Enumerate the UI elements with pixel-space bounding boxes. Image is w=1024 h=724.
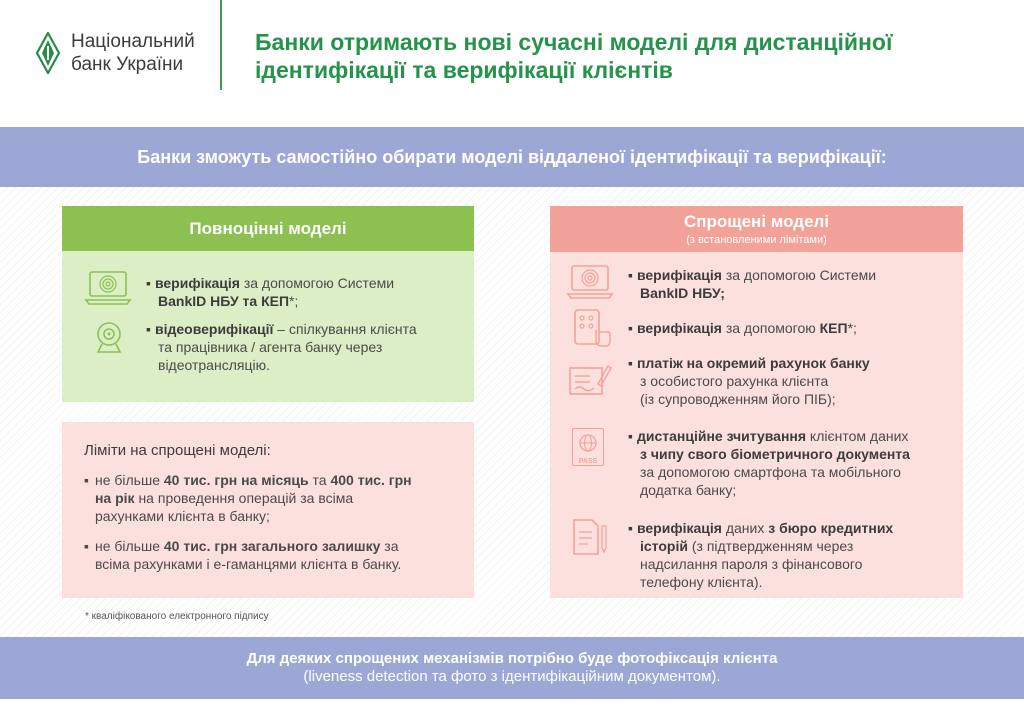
simplified-item-3 xyxy=(628,354,948,408)
passport-label: PASS xyxy=(578,458,598,465)
item-keyword: платіж на окремий рахунок банку xyxy=(636,355,870,371)
fingerprint-laptop-icon xyxy=(566,264,614,300)
globe-icon xyxy=(578,433,598,453)
item-keyword: BankID НБУ та КЕП xyxy=(158,293,290,309)
limit-text: на проведення операцій за всіма xyxy=(134,490,354,506)
item-text: клієнтом даних xyxy=(806,428,909,444)
limit-text: за xyxy=(380,538,399,554)
logo-line2: банк України xyxy=(71,54,184,75)
bullet: ▪ xyxy=(84,472,89,488)
footnote: * кваліфікованого електронного підпису xyxy=(85,611,269,622)
limit-item-1 xyxy=(84,471,452,525)
header-divider xyxy=(220,0,222,90)
bottom-banner xyxy=(0,637,1024,699)
item-text: за допомогою xyxy=(721,320,820,336)
simplified-models-header xyxy=(550,206,963,252)
credit-report-icon xyxy=(570,518,610,558)
bullet: ▪ xyxy=(628,267,633,283)
item-keyword: відеоверифікації xyxy=(154,321,274,337)
item-text: (із супроводженням його ПІБ); xyxy=(640,391,836,407)
limit-text: всіма рахунками і е-гаманцями клієнта в банку. xyxy=(94,556,402,572)
full-models-title: Повноцінні моделі xyxy=(189,218,347,238)
limit-text: та xyxy=(308,472,331,488)
item-keyword: верифікація xyxy=(636,267,722,283)
limit-value: 400 тис. грн xyxy=(330,472,412,488)
page-title xyxy=(255,28,995,84)
bullet: ▪ xyxy=(146,275,151,291)
fingerprint-laptop-icon xyxy=(84,270,132,306)
item-text: даних xyxy=(721,520,769,536)
logo-line1: Національний xyxy=(71,31,195,52)
item-keyword: КЕП xyxy=(819,320,848,336)
item-text: *; xyxy=(289,293,299,309)
title-line2: ідентифікації та верифікації клієнтів xyxy=(255,57,673,83)
nbu-emblem-icon xyxy=(35,32,61,74)
limit-text: рахунками клієнта в банку; xyxy=(94,508,270,524)
simplified-item-4 xyxy=(628,427,948,499)
limit-item-2 xyxy=(84,537,452,573)
item-text: та працівника / агента банку через xyxy=(158,339,383,355)
full-models-item-2-text xyxy=(146,320,476,374)
item-keyword: верифікація xyxy=(636,320,722,336)
limit-value: 40 тис. грн загального залишку xyxy=(163,538,381,554)
nbu-logo xyxy=(35,30,195,76)
item-keyword: BankID НБУ; xyxy=(640,285,725,301)
bullet: ▪ xyxy=(146,321,151,337)
limits-card xyxy=(62,422,474,598)
bullet: ▪ xyxy=(628,320,633,336)
document-pen-icon xyxy=(568,362,612,398)
title-line1: Банки отримають нові сучасні моделі для дистанційної xyxy=(255,29,893,55)
item-keyword: з чипу свого біометричного документа xyxy=(640,446,910,462)
simplified-item-5 xyxy=(628,519,948,591)
limit-text: не більше xyxy=(94,472,164,488)
item-text: надсилання пароля з фінансового xyxy=(640,556,863,572)
bullet: ▪ xyxy=(628,355,633,371)
item-text: за допомогою смартфона та мобільного xyxy=(640,464,901,480)
item-text: за допомогою Системи xyxy=(239,275,395,291)
item-text: відеотрансляцію. xyxy=(158,357,270,373)
item-text: додатка банку; xyxy=(640,482,737,498)
bullet: ▪ xyxy=(628,428,633,444)
full-models-item-1-text xyxy=(146,274,476,310)
item-keyword: історій xyxy=(640,538,688,554)
simplified-models-subtitle: (з встановленими лімітами) xyxy=(686,234,827,246)
item-text: (з підтвердженням через xyxy=(687,538,854,554)
item-text: з особистого рахунка клієнта xyxy=(640,373,829,389)
webcam-icon xyxy=(92,320,140,360)
item-keyword: з бюро кредитних xyxy=(768,520,894,536)
limits-title: Ліміти на спрощені моделі: xyxy=(84,442,271,459)
top-banner xyxy=(0,127,1024,187)
simplified-item-1 xyxy=(628,266,948,302)
limit-value: на рік xyxy=(94,490,135,506)
item-text: за допомогою Системи xyxy=(721,267,877,283)
item-keyword: дистанційне зчитування xyxy=(636,428,807,444)
item-text: *; xyxy=(847,320,857,336)
bullet: ▪ xyxy=(628,520,633,536)
item-text: – спілкування клієнта xyxy=(273,321,417,337)
simplified-models-title: Спрощені моделі xyxy=(683,212,830,231)
limit-text: не більше xyxy=(94,538,164,554)
bottom-banner-line1: Для деяких спрощених механізмів потрібно буде фотофіксація клієнта xyxy=(246,650,778,667)
full-models-card xyxy=(62,206,474,402)
tablet-touch-icon xyxy=(572,308,612,348)
item-keyword: верифікація xyxy=(636,520,722,536)
bullet: ▪ xyxy=(84,538,89,554)
limit-value: 40 тис. грн на місяць xyxy=(163,472,309,488)
header xyxy=(0,0,1024,125)
full-models-header xyxy=(62,206,474,251)
top-banner-text: Банки зможуть самостійно обирати моделі віддаленої ідентифікації та верифікації: xyxy=(137,146,887,167)
item-text: телефону клієнта). xyxy=(640,574,763,590)
item-keyword: верифікація xyxy=(154,275,240,291)
simplified-models-card xyxy=(550,206,963,598)
logo-text xyxy=(71,30,195,76)
simplified-item-2 xyxy=(628,319,948,337)
passport-icon xyxy=(572,428,604,466)
bottom-banner-line2: (liveness detection та фото з ідентифікаційним документом). xyxy=(303,668,721,685)
